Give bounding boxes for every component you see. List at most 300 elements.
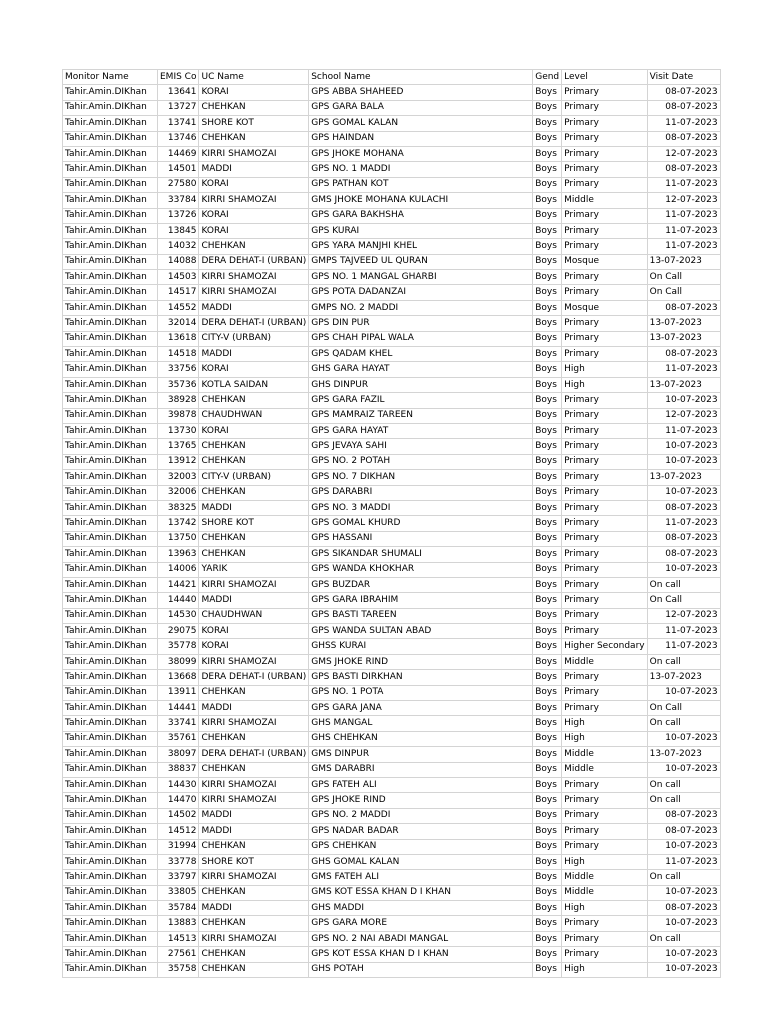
gender-cell[interactable]: Boys [533,331,562,346]
emis-code-cell[interactable]: 13727 [158,100,199,115]
monitor-name-cell[interactable]: Tahir.Amin.DIKhan [63,516,158,531]
emis-code-cell[interactable]: 27580 [158,177,199,192]
gender-cell[interactable]: Boys [533,885,562,900]
emis-code-cell[interactable]: 33756 [158,362,199,377]
emis-code-cell[interactable]: 13741 [158,116,199,131]
gender-cell[interactable]: Boys [533,270,562,285]
gender-cell[interactable]: Boys [533,808,562,823]
level-cell[interactable]: Primary [562,931,647,946]
emis-code-cell[interactable]: 35758 [158,962,199,977]
level-cell[interactable]: Primary [562,131,647,146]
uc-name-cell[interactable]: DERA DEHAT-I (URBAN) [199,747,309,762]
visit-date-cell[interactable]: 10-07-2023 [647,947,720,962]
school-name-cell[interactable]: GHS POTAH [309,962,533,977]
uc-name-cell[interactable]: CHEHKAN [199,100,309,115]
visit-date-cell[interactable]: 11-07-2023 [647,116,720,131]
level-cell[interactable]: High [562,731,647,746]
gender-cell[interactable]: Boys [533,300,562,315]
level-cell[interactable]: Primary [562,808,647,823]
emis-code-cell[interactable]: 14517 [158,285,199,300]
monitor-name-cell[interactable]: Tahir.Amin.DIKhan [63,177,158,192]
monitor-name-cell[interactable]: Tahir.Amin.DIKhan [63,731,158,746]
gender-cell[interactable]: Boys [533,408,562,423]
school-name-cell[interactable]: GMS JHOKE MOHANA KULACHI [309,193,533,208]
gender-cell[interactable]: Boys [533,793,562,808]
school-name-cell[interactable]: GPS NO. 7 DIKHAN [309,470,533,485]
uc-name-cell[interactable]: DERA DEHAT-I (URBAN) [199,254,309,269]
monitor-name-cell[interactable]: Tahir.Amin.DIKhan [63,639,158,654]
visit-date-cell[interactable]: 10-07-2023 [647,685,720,700]
school-name-cell[interactable]: GPS GARA JANA [309,701,533,716]
emis-code-cell[interactable]: 13911 [158,685,199,700]
uc-name-cell[interactable]: DERA DEHAT-I (URBAN) [199,316,309,331]
gender-cell[interactable]: Boys [533,500,562,515]
level-cell[interactable]: Primary [562,470,647,485]
gender-cell[interactable]: Boys [533,223,562,238]
uc-name-cell[interactable]: CHEHKAN [199,131,309,146]
monitor-name-cell[interactable]: Tahir.Amin.DIKhan [63,331,158,346]
visit-date-cell[interactable]: 13-07-2023 [647,670,720,685]
uc-name-cell[interactable]: DERA DEHAT-I (URBAN) [199,670,309,685]
emis-code-cell[interactable]: 35736 [158,377,199,392]
school-name-cell[interactable]: GPS CHAH PIPAL WALA [309,331,533,346]
emis-code-cell[interactable]: 14552 [158,300,199,315]
uc-name-cell[interactable]: KIRRI SHAMOZAI [199,931,309,946]
school-name-cell[interactable]: GMPS NO. 2 MADDI [309,300,533,315]
school-name-cell[interactable]: GPS JHOKE RIND [309,793,533,808]
school-name-cell[interactable]: GPS HAINDAN [309,131,533,146]
emis-code-cell[interactable]: 35761 [158,731,199,746]
school-name-cell[interactable]: GHS MADDI [309,901,533,916]
level-cell[interactable]: Middle [562,654,647,669]
gender-cell[interactable]: Boys [533,639,562,654]
uc-name-cell[interactable]: MADDI [199,808,309,823]
emis-code-cell[interactable]: 13726 [158,208,199,223]
level-cell[interactable]: Primary [562,177,647,192]
school-name-cell[interactable]: GHS GARA HAYAT [309,362,533,377]
visit-date-cell[interactable]: On call [647,793,720,808]
level-cell[interactable]: Primary [562,285,647,300]
gender-cell[interactable]: Boys [533,239,562,254]
monitor-name-cell[interactable]: Tahir.Amin.DIKhan [63,362,158,377]
school-name-cell[interactable]: GPS PATHAN KOT [309,177,533,192]
gender-cell[interactable]: Boys [533,85,562,100]
level-cell[interactable]: Primary [562,347,647,362]
uc-name-cell[interactable]: SHORE KOT [199,116,309,131]
level-cell[interactable]: Primary [562,408,647,423]
monitor-name-cell[interactable]: Tahir.Amin.DIKhan [63,270,158,285]
school-name-cell[interactable]: GMS FATEH ALI [309,870,533,885]
emis-code-cell[interactable]: 14501 [158,162,199,177]
school-name-cell[interactable]: GPS HASSANI [309,531,533,546]
header-uc-name[interactable]: UC Name [199,70,309,85]
monitor-name-cell[interactable]: Tahir.Amin.DIKhan [63,470,158,485]
visit-date-cell[interactable]: 12-07-2023 [647,608,720,623]
gender-cell[interactable]: Boys [533,762,562,777]
gender-cell[interactable]: Boys [533,731,562,746]
school-name-cell[interactable]: GPS QADAM KHEL [309,347,533,362]
school-name-cell[interactable]: GHSS KURAI [309,639,533,654]
level-cell[interactable]: Primary [562,916,647,931]
visit-date-cell[interactable]: 11-07-2023 [647,223,720,238]
school-name-cell[interactable]: GPS NO. 3 MADDI [309,500,533,515]
level-cell[interactable]: Primary [562,208,647,223]
level-cell[interactable]: Primary [562,839,647,854]
school-name-cell[interactable]: GPS KOT ESSA KHAN D I KHAN [309,947,533,962]
header-level[interactable]: Level [562,70,647,85]
level-cell[interactable]: Middle [562,870,647,885]
school-name-cell[interactable]: GPS GOMAL KHURD [309,516,533,531]
level-cell[interactable]: Middle [562,747,647,762]
level-cell[interactable]: High [562,377,647,392]
gender-cell[interactable]: Boys [533,100,562,115]
level-cell[interactable]: Middle [562,193,647,208]
level-cell[interactable]: Primary [562,393,647,408]
school-name-cell[interactable]: GPS FATEH ALI [309,777,533,792]
level-cell[interactable]: Primary [562,593,647,608]
monitor-name-cell[interactable]: Tahir.Amin.DIKhan [63,793,158,808]
emis-code-cell[interactable]: 32014 [158,316,199,331]
gender-cell[interactable]: Boys [533,670,562,685]
level-cell[interactable]: Mosque [562,300,647,315]
uc-name-cell[interactable]: CHEHKAN [199,393,309,408]
uc-name-cell[interactable]: KORAI [199,639,309,654]
school-name-cell[interactable]: GPS POTA DADANZAI [309,285,533,300]
gender-cell[interactable]: Boys [533,485,562,500]
uc-name-cell[interactable]: KORAI [199,208,309,223]
uc-name-cell[interactable]: CHEHKAN [199,762,309,777]
gender-cell[interactable]: Boys [533,362,562,377]
level-cell[interactable]: Primary [562,608,647,623]
visit-date-cell[interactable]: 08-07-2023 [647,131,720,146]
uc-name-cell[interactable]: CHEHKAN [199,439,309,454]
gender-cell[interactable]: Boys [533,285,562,300]
header-monitor-name[interactable]: Monitor Name [63,70,158,85]
visit-date-cell[interactable]: 08-07-2023 [647,500,720,515]
monitor-name-cell[interactable]: Tahir.Amin.DIKhan [63,131,158,146]
emis-code-cell[interactable]: 14430 [158,777,199,792]
emis-code-cell[interactable]: 14503 [158,270,199,285]
gender-cell[interactable]: Boys [533,393,562,408]
visit-date-cell[interactable]: 08-07-2023 [647,547,720,562]
emis-code-cell[interactable]: 38097 [158,747,199,762]
gender-cell[interactable]: Boys [533,193,562,208]
monitor-name-cell[interactable]: Tahir.Amin.DIKhan [63,485,158,500]
monitor-name-cell[interactable]: Tahir.Amin.DIKhan [63,670,158,685]
uc-name-cell[interactable]: KORAI [199,423,309,438]
emis-code-cell[interactable]: 33784 [158,193,199,208]
uc-name-cell[interactable]: KORAI [199,85,309,100]
gender-cell[interactable]: Boys [533,593,562,608]
uc-name-cell[interactable]: CITY-V (URBAN) [199,331,309,346]
level-cell[interactable]: Primary [562,547,647,562]
emis-code-cell[interactable]: 14502 [158,808,199,823]
school-name-cell[interactable]: GMS DINPUR [309,747,533,762]
level-cell[interactable]: Primary [562,562,647,577]
visit-date-cell[interactable]: 08-07-2023 [647,901,720,916]
visit-date-cell[interactable]: 10-07-2023 [647,393,720,408]
visit-date-cell[interactable]: 10-07-2023 [647,839,720,854]
uc-name-cell[interactable]: KORAI [199,624,309,639]
school-name-cell[interactable]: GPS YARA MANJHI KHEL [309,239,533,254]
level-cell[interactable]: Primary [562,516,647,531]
uc-name-cell[interactable]: CHEHKAN [199,947,309,962]
visit-date-cell[interactable]: On Call [647,701,720,716]
visit-date-cell[interactable]: 13-07-2023 [647,254,720,269]
monitor-name-cell[interactable]: Tahir.Amin.DIKhan [63,762,158,777]
uc-name-cell[interactable]: KIRRI SHAMOZAI [199,146,309,161]
gender-cell[interactable]: Boys [533,347,562,362]
monitor-name-cell[interactable]: Tahir.Amin.DIKhan [63,885,158,900]
uc-name-cell[interactable]: MADDI [199,901,309,916]
level-cell[interactable]: Primary [562,85,647,100]
monitor-name-cell[interactable]: Tahir.Amin.DIKhan [63,854,158,869]
gender-cell[interactable]: Boys [533,116,562,131]
level-cell[interactable]: Primary [562,239,647,254]
level-cell[interactable]: Primary [562,162,647,177]
monitor-name-cell[interactable]: Tahir.Amin.DIKhan [63,254,158,269]
visit-date-cell[interactable]: 11-07-2023 [647,624,720,639]
gender-cell[interactable]: Boys [533,454,562,469]
monitor-name-cell[interactable]: Tahir.Amin.DIKhan [63,408,158,423]
emis-code-cell[interactable]: 14530 [158,608,199,623]
monitor-name-cell[interactable]: Tahir.Amin.DIKhan [63,423,158,438]
emis-code-cell[interactable]: 14006 [158,562,199,577]
visit-date-cell[interactable]: 10-07-2023 [647,485,720,500]
visit-date-cell[interactable]: On Call [647,593,720,608]
header-gender[interactable]: Gend [533,70,562,85]
gender-cell[interactable]: Boys [533,162,562,177]
emis-code-cell[interactable]: 14440 [158,593,199,608]
emis-code-cell[interactable]: 13742 [158,516,199,531]
uc-name-cell[interactable]: KIRRI SHAMOZAI [199,270,309,285]
visit-date-cell[interactable]: On call [647,654,720,669]
monitor-name-cell[interactable]: Tahir.Amin.DIKhan [63,377,158,392]
monitor-name-cell[interactable]: Tahir.Amin.DIKhan [63,547,158,562]
monitor-name-cell[interactable]: Tahir.Amin.DIKhan [63,85,158,100]
emis-code-cell[interactable]: 38325 [158,500,199,515]
school-name-cell[interactable]: GPS JEVAYA SAHI [309,439,533,454]
school-name-cell[interactable]: GPS GARA IBRAHIM [309,593,533,608]
visit-date-cell[interactable]: On call [647,777,720,792]
visit-date-cell[interactable]: 10-07-2023 [647,731,720,746]
uc-name-cell[interactable]: KIRRI SHAMOZAI [199,577,309,592]
school-name-cell[interactable]: GPS WANDA KHOKHAR [309,562,533,577]
school-name-cell[interactable]: GPS WANDA SULTAN ABAD [309,624,533,639]
level-cell[interactable]: Primary [562,777,647,792]
level-cell[interactable]: High [562,362,647,377]
school-name-cell[interactable]: GPS BUZDAR [309,577,533,592]
level-cell[interactable]: Primary [562,316,647,331]
visit-date-cell[interactable]: 10-07-2023 [647,454,720,469]
gender-cell[interactable]: Boys [533,177,562,192]
emis-code-cell[interactable]: 13845 [158,223,199,238]
emis-code-cell[interactable]: 13963 [158,547,199,562]
school-name-cell[interactable]: GPS GARA HAYAT [309,423,533,438]
emis-code-cell[interactable]: 13883 [158,916,199,931]
uc-name-cell[interactable]: CHAUDHWAN [199,408,309,423]
level-cell[interactable]: Primary [562,439,647,454]
emis-code-cell[interactable]: 13730 [158,423,199,438]
school-name-cell[interactable]: GMS KOT ESSA KHAN D I KHAN [309,885,533,900]
level-cell[interactable]: Primary [562,146,647,161]
visit-date-cell[interactable]: 13-07-2023 [647,331,720,346]
gender-cell[interactable]: Boys [533,254,562,269]
gender-cell[interactable]: Boys [533,931,562,946]
visit-date-cell[interactable]: On call [647,716,720,731]
monitor-name-cell[interactable]: Tahir.Amin.DIKhan [63,146,158,161]
gender-cell[interactable]: Boys [533,701,562,716]
gender-cell[interactable]: Boys [533,423,562,438]
emis-code-cell[interactable]: 38837 [158,762,199,777]
level-cell[interactable]: Primary [562,624,647,639]
monitor-name-cell[interactable]: Tahir.Amin.DIKhan [63,500,158,515]
gender-cell[interactable]: Boys [533,377,562,392]
gender-cell[interactable]: Boys [533,777,562,792]
monitor-name-cell[interactable]: Tahir.Amin.DIKhan [63,654,158,669]
monitor-name-cell[interactable]: Tahir.Amin.DIKhan [63,393,158,408]
level-cell[interactable]: Primary [562,116,647,131]
uc-name-cell[interactable]: MADDI [199,824,309,839]
school-name-cell[interactable]: GPS NO. 1 MANGAL GHARBI [309,270,533,285]
visit-date-cell[interactable]: 10-07-2023 [647,962,720,977]
monitor-name-cell[interactable]: Tahir.Amin.DIKhan [63,100,158,115]
monitor-name-cell[interactable]: Tahir.Amin.DIKhan [63,916,158,931]
visit-date-cell[interactable]: 11-07-2023 [647,423,720,438]
monitor-name-cell[interactable]: Tahir.Amin.DIKhan [63,562,158,577]
emis-code-cell[interactable]: 13668 [158,670,199,685]
monitor-name-cell[interactable]: Tahir.Amin.DIKhan [63,239,158,254]
emis-code-cell[interactable]: 14513 [158,931,199,946]
emis-code-cell[interactable]: 14518 [158,347,199,362]
visit-date-cell[interactable]: 11-07-2023 [647,854,720,869]
gender-cell[interactable]: Boys [533,439,562,454]
emis-code-cell[interactable]: 33778 [158,854,199,869]
uc-name-cell[interactable]: MADDI [199,347,309,362]
emis-code-cell[interactable]: 14032 [158,239,199,254]
uc-name-cell[interactable]: KORAI [199,177,309,192]
gender-cell[interactable]: Boys [533,747,562,762]
visit-date-cell[interactable]: 11-07-2023 [647,362,720,377]
visit-date-cell[interactable]: 08-07-2023 [647,531,720,546]
emis-code-cell[interactable]: 13746 [158,131,199,146]
visit-date-cell[interactable]: 11-07-2023 [647,208,720,223]
uc-name-cell[interactable]: CHEHKAN [199,962,309,977]
monitor-name-cell[interactable]: Tahir.Amin.DIKhan [63,454,158,469]
monitor-name-cell[interactable]: Tahir.Amin.DIKhan [63,824,158,839]
uc-name-cell[interactable]: MADDI [199,500,309,515]
monitor-name-cell[interactable]: Tahir.Amin.DIKhan [63,162,158,177]
level-cell[interactable]: Primary [562,701,647,716]
level-cell[interactable]: Primary [562,577,647,592]
emis-code-cell[interactable]: 13750 [158,531,199,546]
monitor-name-cell[interactable]: Tahir.Amin.DIKhan [63,901,158,916]
school-name-cell[interactable]: GPS GARA BAKHSHA [309,208,533,223]
uc-name-cell[interactable]: CHEHKAN [199,454,309,469]
emis-code-cell[interactable]: 14088 [158,254,199,269]
uc-name-cell[interactable]: MADDI [199,701,309,716]
emis-code-cell[interactable]: 13641 [158,85,199,100]
level-cell[interactable]: Primary [562,485,647,500]
uc-name-cell[interactable]: KIRRI SHAMOZAI [199,793,309,808]
level-cell[interactable]: High [562,901,647,916]
school-name-cell[interactable]: GPS NO. 2 NAI ABADI MANGAL [309,931,533,946]
emis-code-cell[interactable]: 29075 [158,624,199,639]
school-name-cell[interactable]: GHS CHEHKAN [309,731,533,746]
school-name-cell[interactable]: GPS NO. 2 MADDI [309,808,533,823]
school-name-cell[interactable]: GMS JHOKE RIND [309,654,533,669]
header-school-name[interactable]: School Name [309,70,533,85]
monitor-name-cell[interactable]: Tahir.Amin.DIKhan [63,531,158,546]
visit-date-cell[interactable]: 13-07-2023 [647,470,720,485]
emis-code-cell[interactable]: 13765 [158,439,199,454]
gender-cell[interactable]: Boys [533,624,562,639]
monitor-name-cell[interactable]: Tahir.Amin.DIKhan [63,347,158,362]
visit-date-cell[interactable]: 10-07-2023 [647,885,720,900]
gender-cell[interactable]: Boys [533,146,562,161]
visit-date-cell[interactable]: 11-07-2023 [647,177,720,192]
gender-cell[interactable]: Boys [533,870,562,885]
school-name-cell[interactable]: GPS JHOKE MOHANA [309,146,533,161]
uc-name-cell[interactable]: KIRRI SHAMOZAI [199,285,309,300]
emis-code-cell[interactable]: 27561 [158,947,199,962]
gender-cell[interactable]: Boys [533,854,562,869]
level-cell[interactable]: Primary [562,500,647,515]
visit-date-cell[interactable]: 13-07-2023 [647,747,720,762]
monitor-name-cell[interactable]: Tahir.Amin.DIKhan [63,593,158,608]
school-name-cell[interactable]: GPS BASTI TAREEN [309,608,533,623]
monitor-name-cell[interactable]: Tahir.Amin.DIKhan [63,193,158,208]
school-name-cell[interactable]: GPS GARA FAZIL [309,393,533,408]
gender-cell[interactable]: Boys [533,208,562,223]
visit-date-cell[interactable]: On call [647,577,720,592]
uc-name-cell[interactable]: MADDI [199,162,309,177]
level-cell[interactable]: Primary [562,824,647,839]
header-visit-date[interactable]: Visit Date [647,70,720,85]
emis-code-cell[interactable]: 14441 [158,701,199,716]
uc-name-cell[interactable]: KIRRI SHAMOZAI [199,193,309,208]
visit-date-cell[interactable]: 08-07-2023 [647,347,720,362]
monitor-name-cell[interactable]: Tahir.Amin.DIKhan [63,716,158,731]
visit-date-cell[interactable]: 11-07-2023 [647,239,720,254]
gender-cell[interactable]: Boys [533,131,562,146]
monitor-name-cell[interactable]: Tahir.Amin.DIKhan [63,116,158,131]
emis-code-cell[interactable]: 38928 [158,393,199,408]
visit-date-cell[interactable]: 11-07-2023 [647,516,720,531]
monitor-name-cell[interactable]: Tahir.Amin.DIKhan [63,208,158,223]
monitor-name-cell[interactable]: Tahir.Amin.DIKhan [63,300,158,315]
header-emis-code[interactable]: EMIS Co [158,70,199,85]
level-cell[interactable]: Primary [562,423,647,438]
uc-name-cell[interactable]: KIRRI SHAMOZAI [199,777,309,792]
school-name-cell[interactable]: GPS ABBA SHAHEED [309,85,533,100]
monitor-name-cell[interactable]: Tahir.Amin.DIKhan [63,839,158,854]
monitor-name-cell[interactable]: Tahir.Amin.DIKhan [63,439,158,454]
uc-name-cell[interactable]: KORAI [199,362,309,377]
gender-cell[interactable]: Boys [533,608,562,623]
gender-cell[interactable]: Boys [533,685,562,700]
emis-code-cell[interactable]: 13618 [158,331,199,346]
visit-date-cell[interactable]: On Call [647,270,720,285]
monitor-name-cell[interactable]: Tahir.Amin.DIKhan [63,223,158,238]
level-cell[interactable]: Primary [562,270,647,285]
visit-date-cell[interactable]: 12-07-2023 [647,146,720,161]
emis-code-cell[interactable]: 14512 [158,824,199,839]
emis-code-cell[interactable]: 33797 [158,870,199,885]
school-name-cell[interactable]: GMPS TAJVEED UL QURAN [309,254,533,269]
school-name-cell[interactable]: GPS DARABRI [309,485,533,500]
uc-name-cell[interactable]: MADDI [199,300,309,315]
